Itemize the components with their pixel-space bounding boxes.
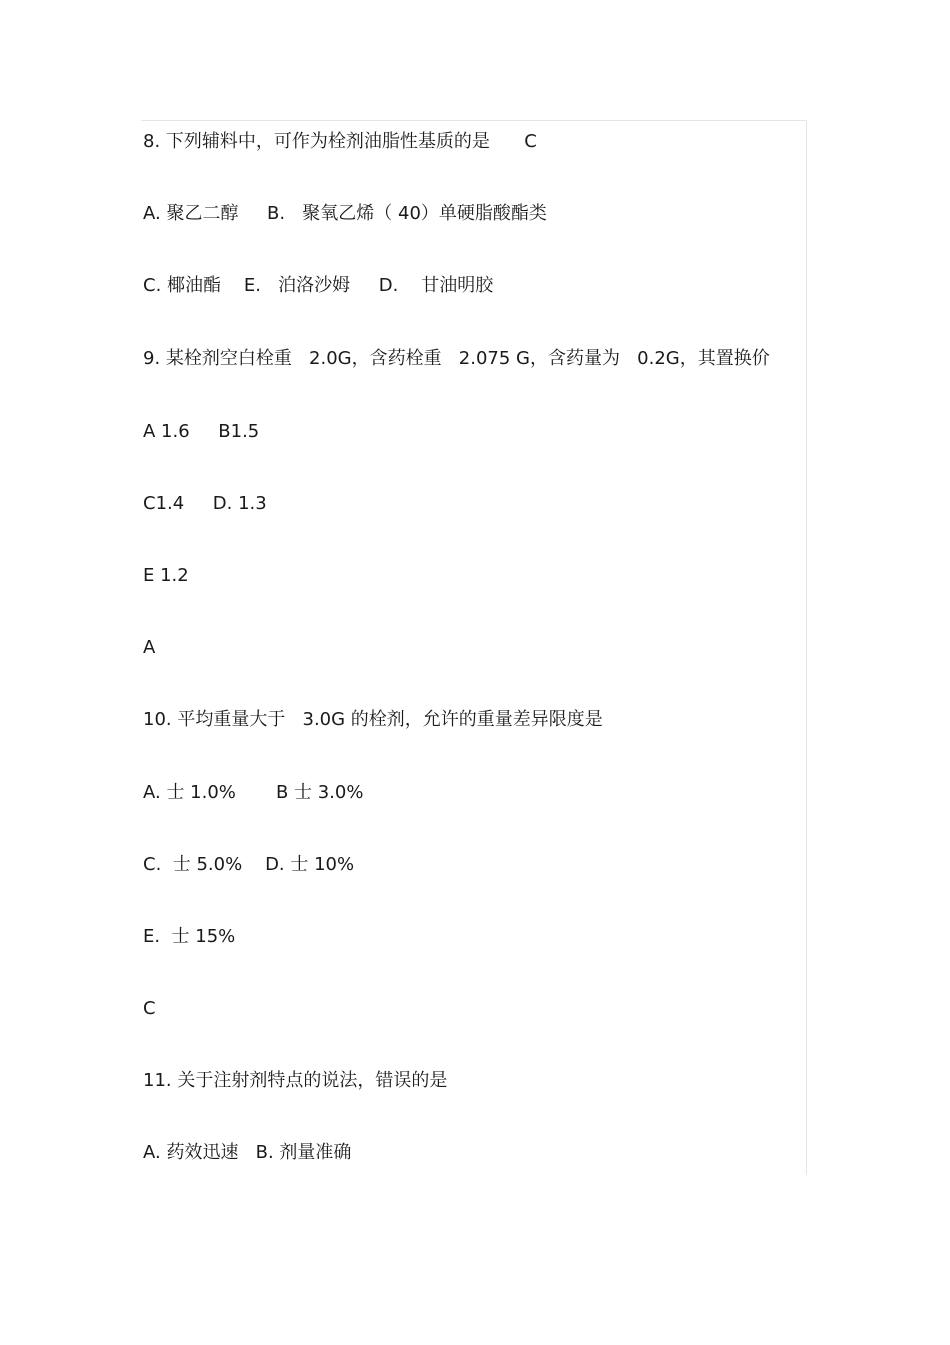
question-9-option-e: E 1.2 — [143, 565, 189, 586]
question-9-options-ab: A 1.6 B1.5 — [143, 421, 260, 442]
question-9-options-cd: C1.4 D. 1.3 — [143, 493, 267, 514]
question-10-answer: C — [143, 998, 156, 1019]
question-9-stem: 9. 某栓剂空白栓重 2.0G，含药栓重 2.075 G，含药量为 0.2G，其置换价 — [143, 348, 770, 369]
question-11-options-ab: A. 药效迅速 B. 剂量准确 — [143, 1142, 352, 1163]
question-10-option-e: E. 士 15% — [143, 926, 236, 947]
question-10-stem: 10. 平均重量大于 3.0G 的栓剂，允许的重量差异限度是 — [143, 709, 603, 730]
question-10-options-cd: C. 士 5.0% D. 士 10% — [143, 854, 355, 875]
question-8-options-ced: C. 椰油酯 E. 泊洛沙姆 D. 甘油明胶 — [143, 275, 494, 296]
question-8-stem: 8. 下列辅料中，可作为栓剂油脂性基质的是 C — [143, 131, 537, 152]
question-9-answer: A — [143, 637, 156, 658]
question-8-options-ab: A. 聚乙二醇 B. 聚氧乙烯（ 40）单硬脂酸酯类 — [143, 203, 547, 224]
question-11-stem: 11. 关于注射剂特点的说法，错误的是 — [143, 1070, 448, 1091]
question-10-options-ab: A. 士 1.0% B 士 3.0% — [143, 782, 364, 803]
